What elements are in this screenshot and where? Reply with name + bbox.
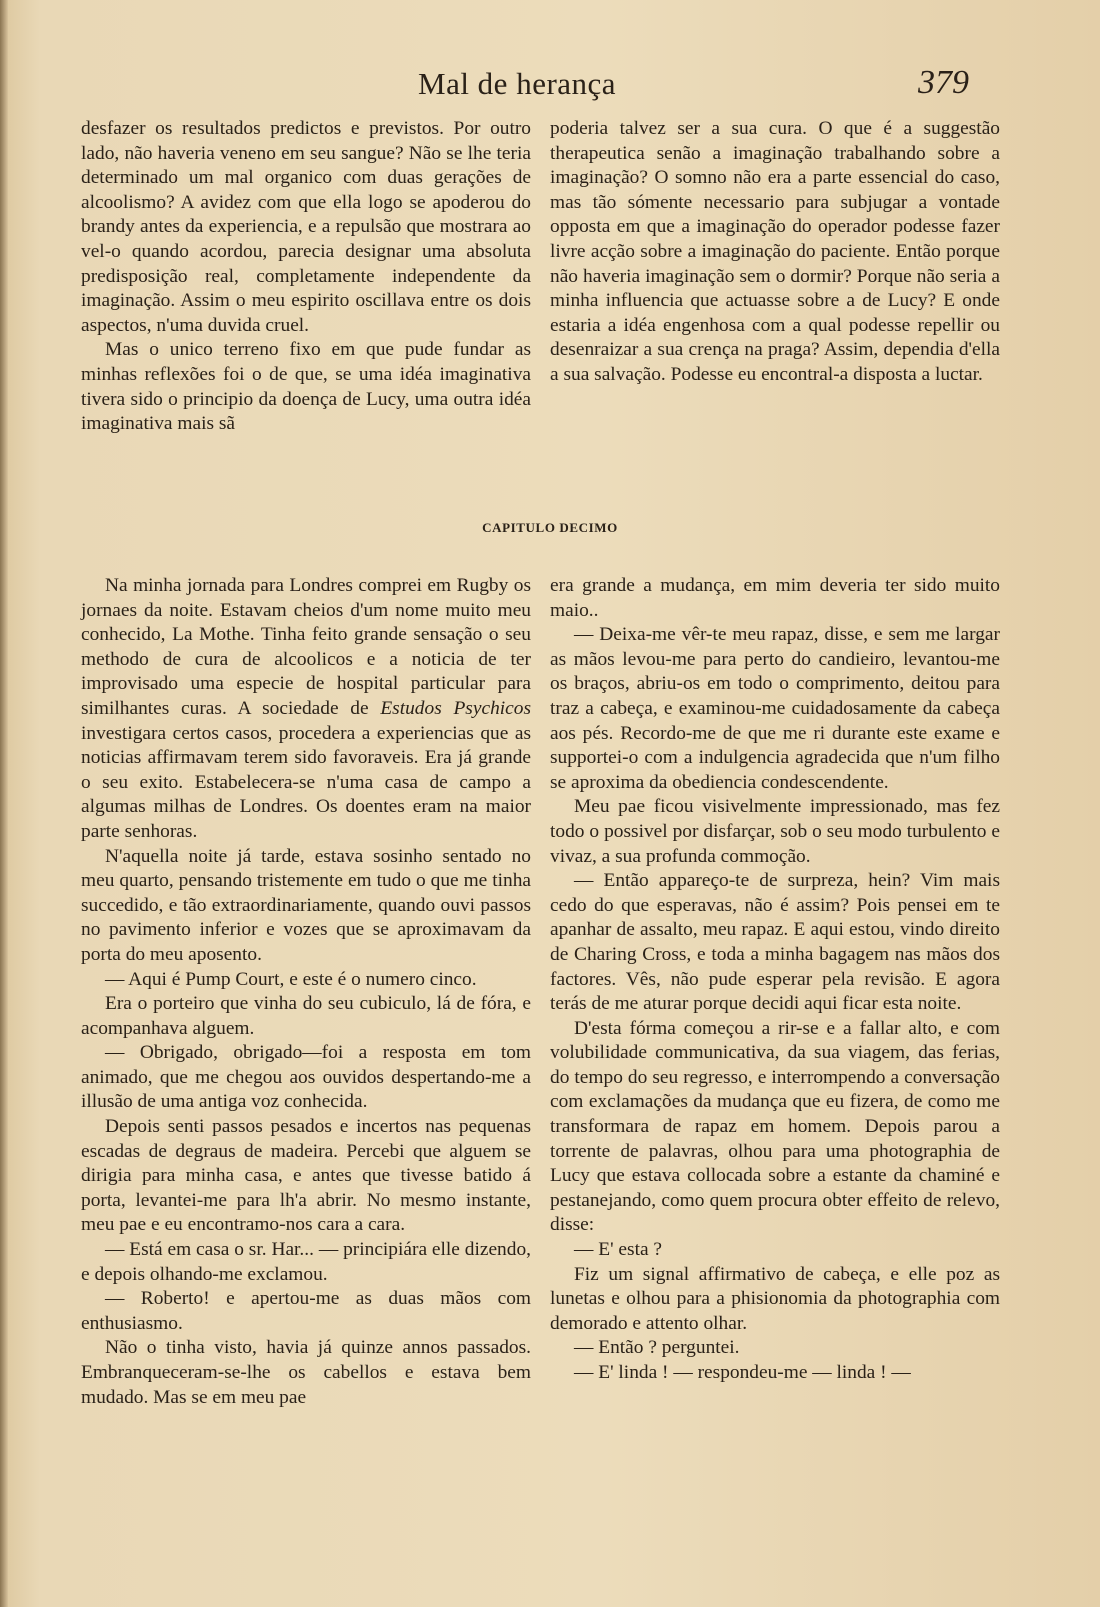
paragraph: — E' linda ! — respondeu-me — linda ! — <box>574 1362 911 1383</box>
running-title: Mal de herança <box>418 66 617 101</box>
paragraph: era grande a mudança, em mim deveria ter sido muito maio.. <box>550 575 1000 621</box>
paragraph: — Roberto! e apertou-me as duas mãos com enthusiasmo. <box>81 1288 531 1334</box>
top-right-column <box>550 117 1000 388</box>
paragraph: Mas o unico terreno fixo em que pude fundar as minhas reflexões foi o de que, se uma idéa imaginativa tivera sido o principio da doença de Lucy, uma outra idéa imaginativa mais sã <box>81 339 531 435</box>
paragraph: — Está em casa o sr. Har... — principiára elle dizendo, e depois olhando-me exclamou. <box>81 1239 531 1285</box>
paragraph: N'aquella noite já tarde, estava sosinho sentado no meu quarto, pensando tristemente em tudo o que me tinha succedido, e tão extraordinariamente, quando ouvi passos no pavimento inferior e vozes que se aproximavam da porta do meu aposento. <box>81 845 531 965</box>
page-edge <box>0 0 8 1607</box>
paragraph-text: Na minha jornada para Londres comprei em Rugby os jornaes da noite. Estavam cheios d'um nome muito meu conhecido, La Mothe. Tinha feito grande sensação o seu methodo de cura de alcoolicos e a noticia de ter improvisado uma especie de hospital particular para similhantes curas. A sociedade de <box>81 575 531 719</box>
paragraph: D'esta fórma começou a rir-se e a fallar alto, e com volubilidade communicativa, da sua viagem, das ferias, do tempo do seu regresso, e interrompendo a conversação com exclamações da mudança que eu fizera, de como me transformara de rapaz em homem. Depois parou a torrente de palavras, olhou para uma photographia de Lucy que estava collocada sobre a estante da chaminé e pestanejando, como quem procura obter effeito de relevo, disse: <box>550 1017 1000 1236</box>
paragraph: Era o porteiro que vinha do seu cubiculo, lá de fóra, e acompanhava alguem. <box>81 993 531 1039</box>
bottom-left-column <box>81 574 531 1410</box>
paragraph: poderia talvez ser a sua cura. O que é a suggestão therapeutica senão a imaginação trabalhando sobre a imaginação? O somno não era a parte essencial do caso, mas tão sómente necessario para subjugar a vontade opposta em que a imaginação do operador podesse fazer livre acção sobre a imaginação do paciente. Então porque não haveria imaginação sem o dormir? Porque não seria a minha influencia que actuasse sobre a de Lucy? E onde estaria a idéa engenhosa com a qual podesse repellir ou desenraizar a sua crença na praga? Assim, dependia d'ella a sua salvação. Podesse eu encontral-a disposta a luctar. <box>550 118 1000 385</box>
paragraph: — Obrigado, obrigado—foi a resposta em tom animado, que me chegou aos ouvidos despertando-me a illusão de uma antiga voz conhecida. <box>81 1042 531 1113</box>
paragraph-text: investigara certos casos, procedera a experiencias que as noticias affirmavam terem sido favoraveis. Era já grande o seu exito. Estabelecera-se n'uma casa de campo a algumas milhas de Londres. Os doentes eram na maior parte senhoras. <box>81 722 531 842</box>
paragraph: — E' esta ? <box>574 1239 663 1261</box>
italic-title: Estudos Psychicos <box>380 697 531 719</box>
paragraph: — Aqui é Pump Court, e este é o numero cinco. <box>105 968 477 990</box>
paragraph: Não o tinha visto, havia já quinze annos passados. Embranqueceram-se-lhe os cabellos e estava bem mudado. Mas se em meu pae <box>81 1337 531 1408</box>
bottom-right-column <box>550 574 1000 1386</box>
paragraph: — Deixa-me vêr-te meu rapaz, disse, e sem me largar as mãos levou-me para perto do candieiro, levantou-me os braços, abriu-os em todo o comprimento, deitou para traz a cabeça, e examinou-me cuidadosamente da cabeça aos pés. Recordo-me de que me ri durante este exame e supportei-o com a indulgencia agradecida que n'um filho se aproxima da obediencia condescendente. <box>550 624 1000 793</box>
paragraph: desfazer os resultados predictos e previstos. Por outro lado, não haveria veneno em seu sangue? Não se lhe teria determinado um mal organico com duas gerações de alcoolismo? A avidez com que ella logo se apoderou do brandy antes da experiencia, e a repulsão que mostrara ao vel-o quando acordou, parecia designar uma absoluta predisposição real, completamente independente da imaginação. Assim o meu espirito oscillava entre os dois aspectos, n'uma duvida cruel. <box>81 118 531 336</box>
top-left-column <box>81 117 531 437</box>
paragraph: Meu pae ficou visivelmente impressionado, mas fez todo o possivel por disfarçar, sob o seu modo turbulento e vivaz, a sua profunda commoção. <box>550 796 1000 867</box>
page-number: 379 <box>918 64 969 101</box>
paragraph: Fiz um signal affirmativo de cabeça, e elle poz as lunetas e olhou para a phisionomia da photographia com demorado e attento olhar. <box>550 1263 1000 1334</box>
paragraph: — Então appareço-te de surpreza, hein? Vim mais cedo do que esperavas, não é assim? Pois pensei em te apanhar de assalto, meu rapaz. E aqui estou, vindo direito de Charing Cross, e toda a minha bagagem nas mãos dos factores. Vês, não pude esperar pela revisão. E agora terás de me aturar porque decidi aqui ficar esta noite. <box>550 870 1000 1015</box>
paragraph <box>81 574 531 845</box>
paragraph: — Então ? perguntei. <box>574 1337 740 1359</box>
chapter-heading: CAPITULO DECIMO <box>482 520 618 535</box>
paragraph: Depois senti passos pesados e incertos nas pequenas escadas de degraus de madeira. Percebi que alguem se dirigia para minha casa, e antes que tivesse batido á porta, levantei-me para lh'a abrir. No mesmo instante, meu pae e eu encontramo-nos cara a cara. <box>81 1116 531 1236</box>
